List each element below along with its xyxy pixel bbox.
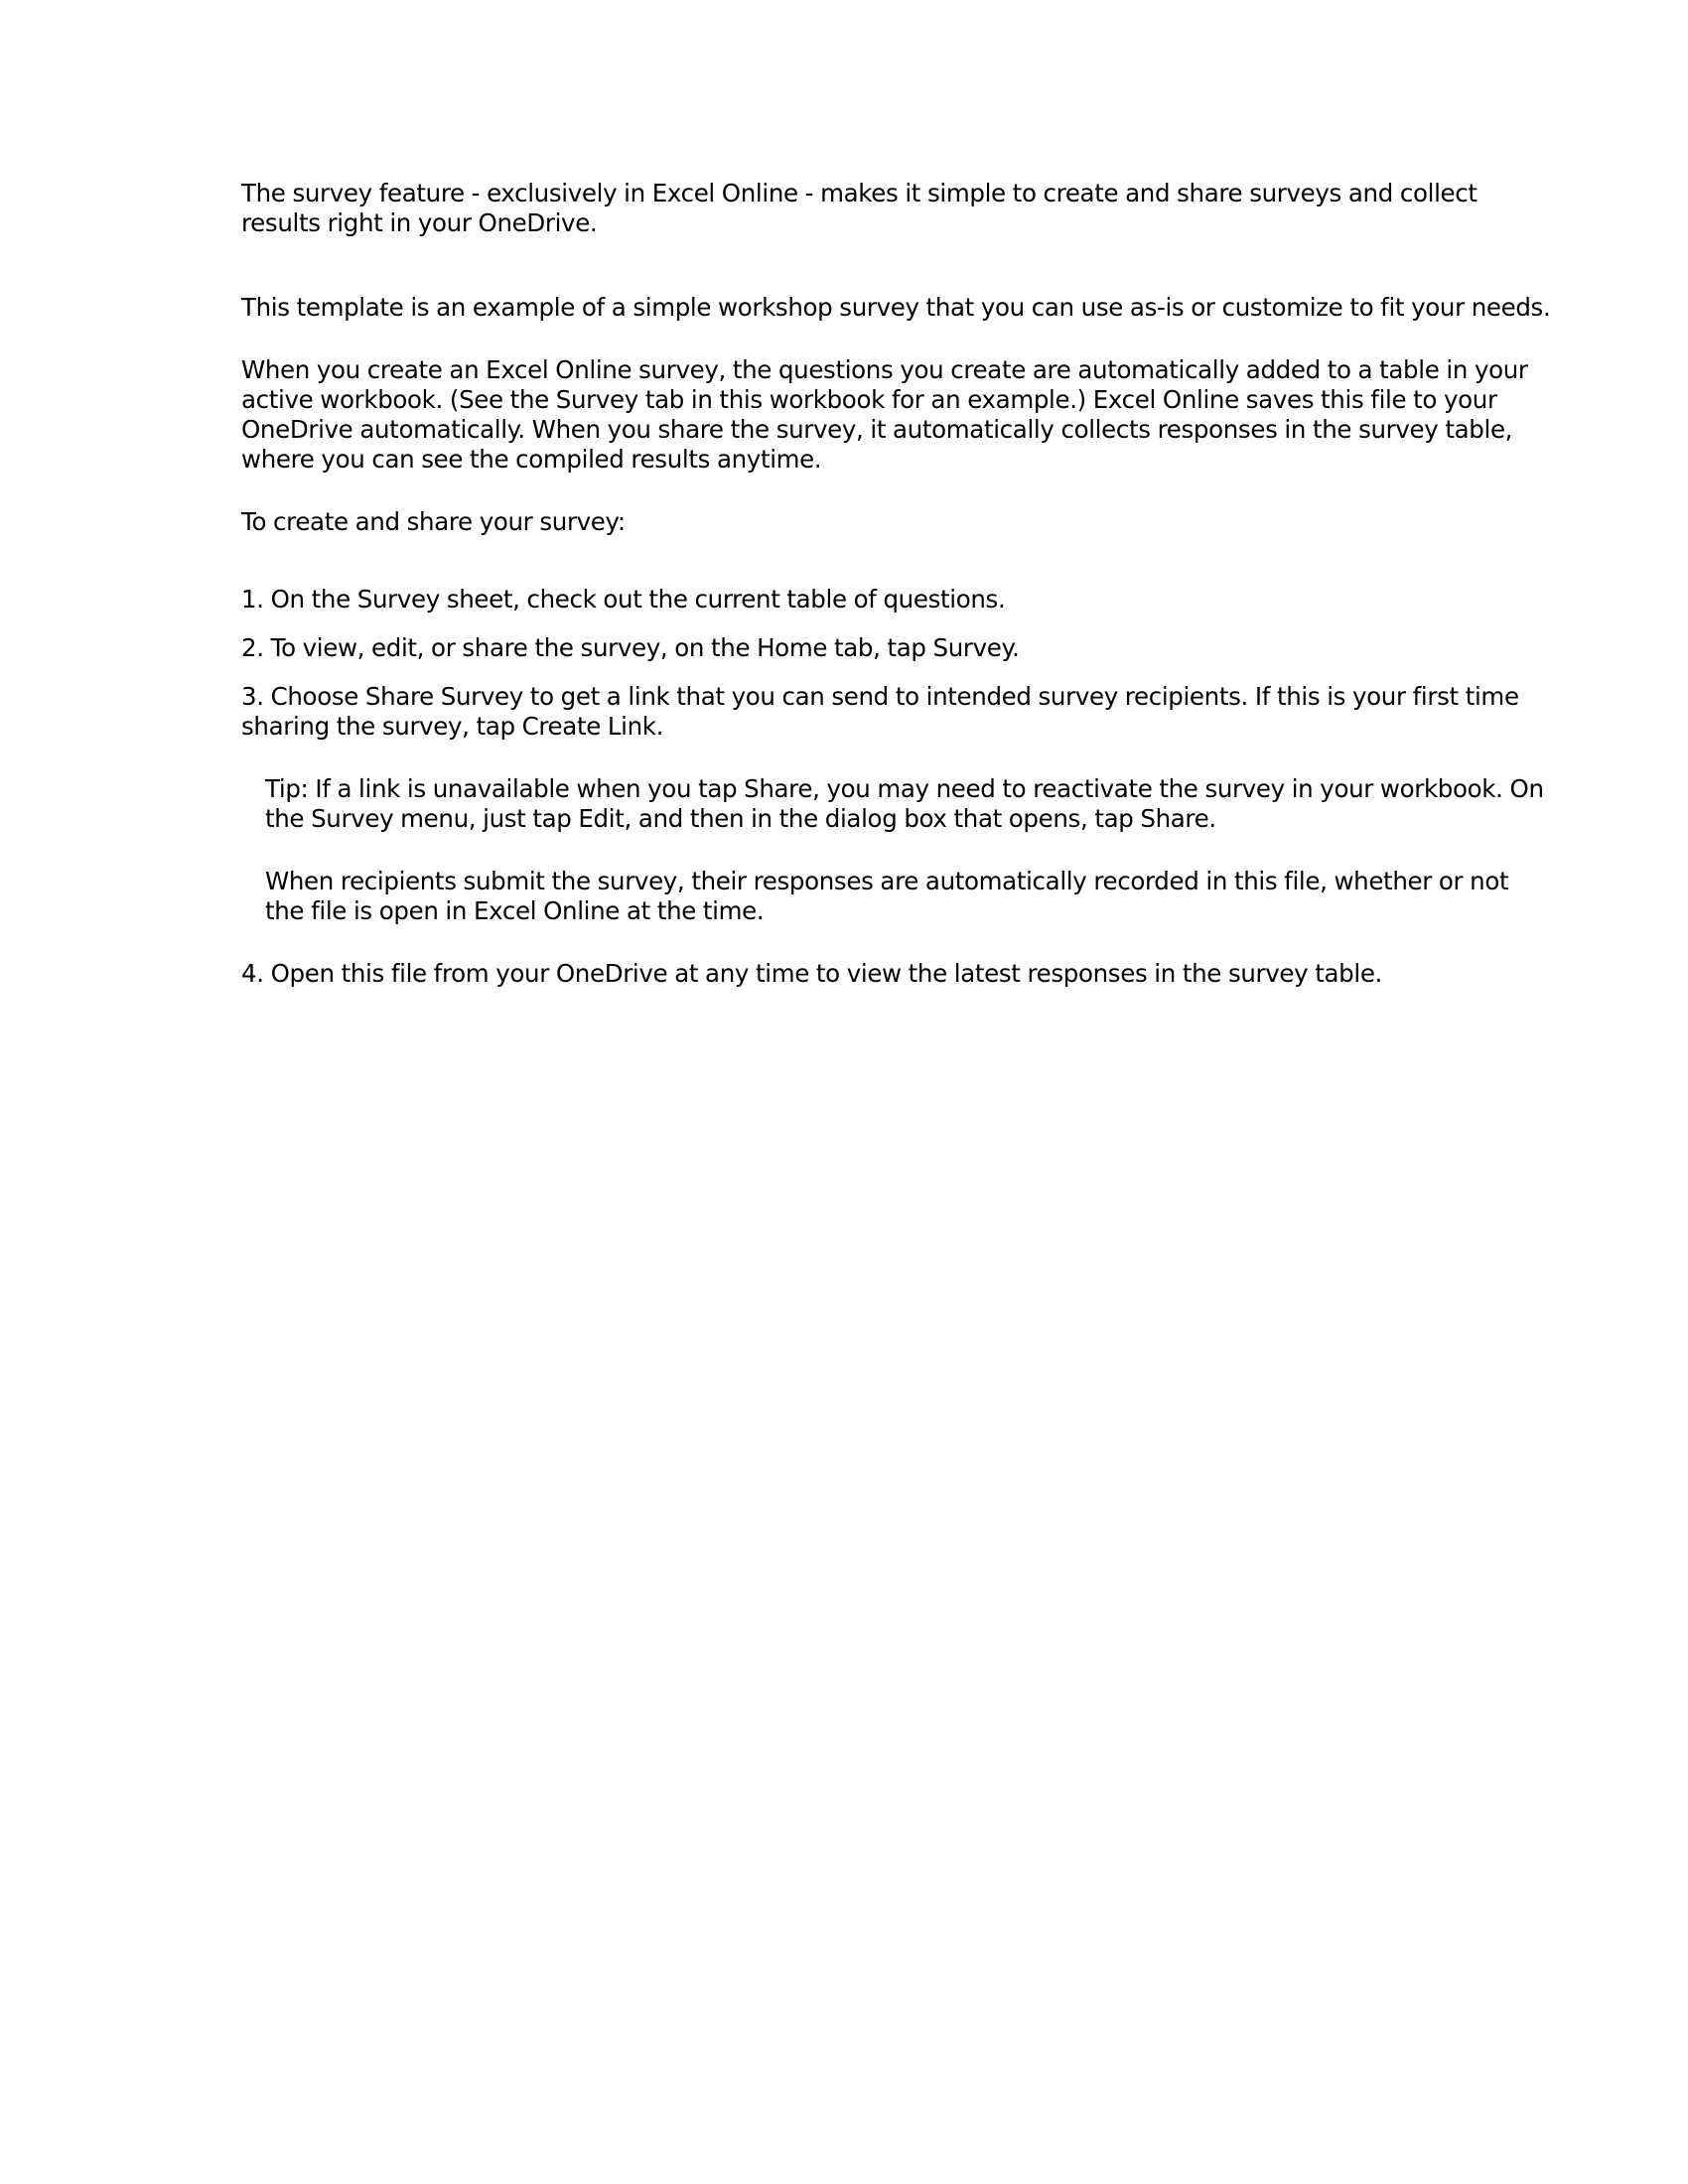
step-item: 3. Choose Share Survey to get a link that you can send to intended survey recipients. If this is your first time sharing the survey, tap Create Link. bbox=[241, 682, 1519, 741]
steps-list bbox=[241, 585, 1552, 742]
intro-paragraph: The survey feature - exclusively in Excel Online - makes it simple to create and share surveys and collect results right in your OneDrive. bbox=[241, 179, 1477, 237]
step-item: 4. Open this file from your OneDrive at any time to view the latest responses in the survey table. bbox=[241, 959, 1382, 988]
step-item: 1. On the Survey sheet, check out the current table of questions. bbox=[241, 585, 1006, 614]
how-it-works-paragraph: When you create an Excel Online survey, the questions you create are automatically added to a table in your active workbook. (See the Survey tab in this workbook for an example.) Excel Online saves this file to your OneDrive automatically. When you share the survey, it automatically collects responses in the survey table, where you can see the compiled results anytime. bbox=[241, 355, 1528, 474]
template-note-paragraph: This template is an example of a simple workshop survey that you can use as-is or customize to fit your needs. bbox=[241, 293, 1551, 322]
step-item: 2. To view, edit, or share the survey, on the Home tab, tap Survey. bbox=[241, 633, 1020, 662]
tip-paragraph: Tip: If a link is unavailable when you tap Share, you may need to reactivate the survey in your workbook. On the Survey menu, just tap Edit, and then in the dialog box that opens, tap Share. bbox=[265, 774, 1544, 833]
steps-list-continued bbox=[241, 959, 1552, 989]
steps-intro-paragraph: To create and share your survey: bbox=[241, 507, 626, 536]
recipients-note-paragraph: When recipients submit the survey, their responses are automatically recorded in this file, whether or not the file is open in Excel Online at the time. bbox=[265, 867, 1509, 925]
document-body bbox=[241, 179, 1552, 989]
